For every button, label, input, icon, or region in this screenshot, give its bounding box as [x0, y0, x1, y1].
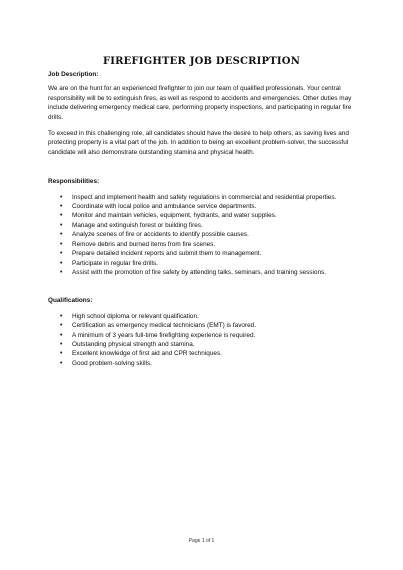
job-description-paragraph-1: We are on the hunt for an experienced firefighter to join our team of qualified professionals. Your central responsibility will be to extinguish fires, as well as respond to accidents and emergencies. Other duties may include delivering emergency medical care, performing property inspections, and participating in regular fire drills. [48, 85, 352, 121]
document-body [48, 70, 360, 368]
job-description-heading: Job Description: [48, 71, 99, 78]
responsibility-item [48, 240, 360, 249]
bullet-icon: • [60, 312, 63, 320]
responsibility-text: Participate in regular fire drills. [72, 259, 158, 267]
responsibility-item [48, 221, 360, 230]
page-number-footer: Page 1 of 1 [188, 538, 215, 544]
bullet-icon: • [60, 340, 63, 348]
bullet-icon: • [60, 212, 63, 220]
responsibility-text: Assist with the promotion of fire safety by attending talks, seminars, and training sessions. [72, 268, 326, 276]
qualification-item [48, 340, 360, 349]
responsibility-item [48, 202, 360, 211]
bullet-icon: • [60, 359, 63, 367]
responsibility-item [48, 230, 360, 239]
qualifications-list [48, 312, 360, 368]
bullet-icon: • [60, 259, 63, 267]
responsibilities-list [48, 193, 360, 278]
bullet-icon: • [60, 250, 63, 258]
responsibility-text: Monitor and maintain vehicles, equipment, hydrants, and water supplies. [72, 212, 277, 220]
responsibility-text: Analyze scenes of fire or accidents to identify possible causes. [72, 231, 249, 239]
qualification-text: Good problem-solving skills. [72, 359, 152, 367]
responsibility-item [48, 268, 360, 277]
qualification-text: High school diploma or relevant qualification. [72, 312, 199, 320]
bullet-icon: • [60, 268, 63, 276]
responsibility-text: Prepare detailed incident reports and submit them to management. [72, 250, 262, 258]
bullet-icon: • [60, 240, 63, 248]
qualification-text: Excellent knowledge of first aid and CPR techniques. [72, 350, 222, 358]
qualification-item [48, 359, 360, 368]
bullet-icon: • [60, 193, 63, 201]
responsibility-text: Remove debris and burned items from fire scenes. [72, 240, 216, 248]
bullet-icon: • [60, 231, 63, 239]
bullet-icon: • [60, 221, 63, 229]
responsibility-item [48, 259, 360, 268]
qualification-item [48, 321, 360, 330]
qualification-item [48, 312, 360, 321]
bullet-icon: • [60, 350, 63, 358]
job-description-paragraph-2: To exceed in this challenging role, all candidates should have the desire to help others, as saving lives and protecting property is a vital part of the job. In addition to being an excellent problem-solver, the successful candidate will also demonstrate outstanding stamina and physical health. [48, 130, 349, 156]
responsibility-item [48, 249, 360, 258]
responsibility-item [48, 211, 360, 220]
responsibility-text: Inspect and implement health and safety regulations in commercial and residential properties. [72, 193, 337, 201]
bullet-icon: • [60, 331, 63, 339]
qualifications-heading: Qualifications: [48, 297, 93, 305]
responsibility-text: Coordinate with local police and ambulance service departments. [72, 203, 257, 211]
qualification-text: A minimum of 3 years full-time firefighting experience is required. [72, 331, 256, 339]
bullet-icon: • [60, 322, 63, 330]
qualification-text: Certification as emergency medical technicians (EMT) is favored. [72, 322, 256, 330]
qualification-item [48, 331, 360, 340]
responsibility-text: Manage and extinguish forest or building fires. [72, 221, 203, 229]
page-title: FIREFIGHTER JOB DESCRIPTION [102, 56, 301, 67]
qualification-item [48, 349, 360, 358]
responsibility-item [48, 193, 360, 202]
responsibilities-heading: Responsibilities: [48, 178, 100, 186]
qualification-text: Outstanding physical strength and stamina. [72, 340, 195, 348]
bullet-icon: • [60, 203, 63, 211]
